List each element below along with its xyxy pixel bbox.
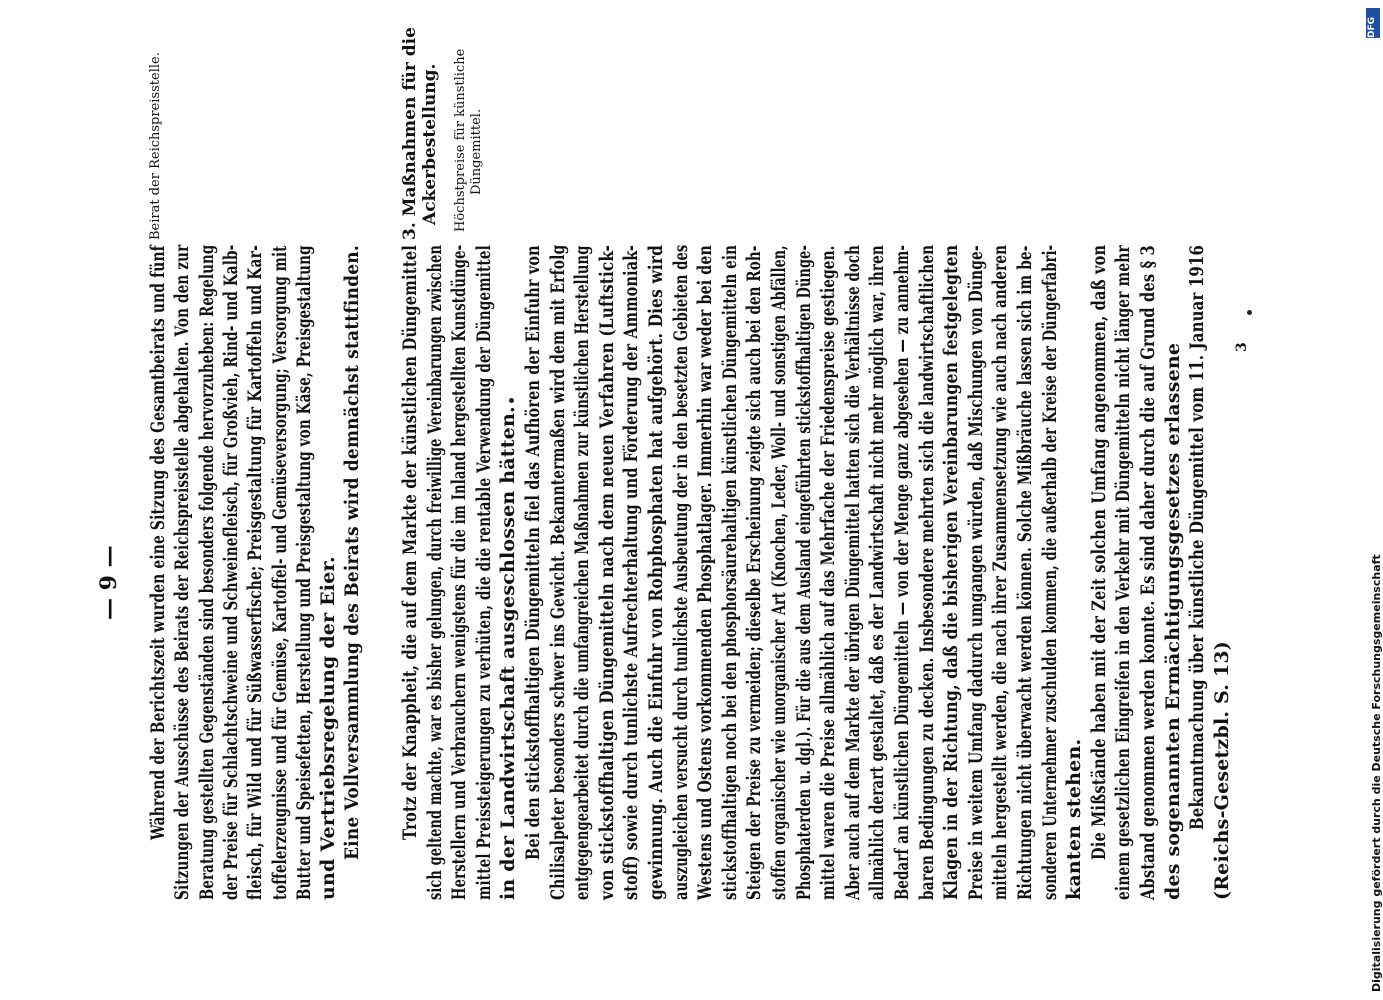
text-line: Beratung gestellten Gegenständen sind besonders folgende hervorzuheben: Regelung xyxy=(195,244,218,900)
ink-dot xyxy=(509,398,514,403)
text-line: allmählich derart gestaltet, daß es der Landwirtschaft nicht mehr möglich war, ihren xyxy=(866,245,889,900)
text-line: Preise in weitem Umfang dadurch umgangen würden, daß Mischungen von Dünge- xyxy=(964,245,987,900)
side-note-line-2: Düngemittel. xyxy=(469,108,484,195)
text-line: Steigen der Preise zu vermeiden; dieselbe Erscheinung zeigte sich auch bei den Roh- xyxy=(743,245,766,900)
text-line: gewinnung. Auch die Einfuhr von Rohphosphaten hat aufgehört. Dies wird xyxy=(645,244,667,900)
side-heading-line-1: 3. Maßnahmen für die xyxy=(400,27,420,240)
signature-mark: 3 xyxy=(1234,342,1250,352)
text-line: stickstoffhaltigen noch bei den phosphorsäurehaltigen künstlichen Düngemitteln ein xyxy=(718,244,741,900)
ink-dot xyxy=(1247,310,1252,315)
text-line: stoffen organischer wie unorganischer Art (Knochen, Leder, Woll- und sonstigen Abfällen, xyxy=(768,245,790,901)
text-line: Chilisalpeter besonders schwer ins Gewicht. Bekanntermaßen wird dem mit Erfolg xyxy=(546,244,569,901)
text-line: sonderen Unternehmer zuschulden kommen, die außerhalb der Kreise der Düngerfabri- xyxy=(1038,244,1061,900)
text-line: Trotz der Knappheit, die auf dem Markte der künstlichen Düngemittel xyxy=(399,244,421,840)
text-line: mittel Preissteigerungen zu verhüten, die die rentable Verwendung der Düngemittel xyxy=(472,245,495,900)
text-line: und Vertriebsregelung der Eier. xyxy=(317,556,340,900)
text-line: mitteln hergestellt werden, die nach ihrer Zusammensetzung wie auch nach anderen xyxy=(989,244,1012,900)
text-line: entgegengearbeitet durch die umfangreichen Maßnahmen zur künstlichen Herstellung xyxy=(571,245,594,900)
text-line: auszugleichen versucht durch tunlichste Ausbeutung der in den besetzten Gebieten des xyxy=(669,244,692,900)
text-line: in der Landwirtschaft ausgeschlossen hätten. xyxy=(497,406,520,900)
side-note-beirat: Beirat der Reichspreisstelle. xyxy=(148,52,163,240)
text-line: Eine Vollversammlung des Beirats wird demnächst stattfinden. xyxy=(341,245,364,861)
text-line: kanten stehen. xyxy=(1063,738,1086,900)
digitization-credit: Digitalisierung gefördert durch die Deutsche Forschungsgemeinschaft xyxy=(1370,554,1383,992)
text-line: Abstand genommen werden konnte. Es sind daher durch die auf Grund des § 3 xyxy=(1137,245,1159,900)
text-line: der Preise für Schlachtschweine und Schweinefleisch, für Großvieh, Rind- und Kalb- xyxy=(219,244,242,901)
text-line: Phosphaterden u. dgl.). Für die aus dem Ausland eingeführten stickstoffhaltigen Dünge- xyxy=(792,244,815,900)
side-heading-line-2: Ackerbestellung. xyxy=(420,63,440,225)
text-line: fleisch, für Wild und für Süßwasserfische; Preisgestaltung für Kartoffeln und Kar- xyxy=(244,245,267,900)
text-line: einem gesetzlichen Eingreifen in den Verkehr mit Düngemitteln nicht länger mehr xyxy=(1112,245,1135,900)
text-line: Klagen in der Richtung, daß die bisherigen Vereinbarungen festgelegten xyxy=(940,244,963,900)
text-line: Bei den stickstoffhaltigen Düngemitteln fiel das Aufhören der Einfuhr von xyxy=(522,245,544,860)
text-line: Butter und Speisefetten, Herstellung und Preisgestaltung von Käse, Preisgestaltung xyxy=(292,245,315,901)
text-line: baren Bedingungen zu decken. Insbesondere mehrten sich die landwirtschaftlichen xyxy=(915,244,938,900)
text-line: Bekanntmachung über künstliche Düngemittel vom 11. Januar 1916 xyxy=(1186,244,1209,830)
text-line: Aber auch auf dem Markte der übrigen Düngemittel hatten sich die Verhältnisse doch xyxy=(841,245,864,901)
page-number: — 9 — xyxy=(96,545,122,620)
text-line: Herstellern und Verbrauchern wenigstens für die im Inland hergestellten Kunstdünge- xyxy=(448,244,471,900)
text-line: Sitzungen der Ausschüsse des Beirats der Reichspreisstelle abgehalten. Von den zur xyxy=(171,244,194,900)
text-line: von stickstoffhaltigen Düngemitteln nach dem neuen Verfahren (Luftstick- xyxy=(595,244,618,900)
side-note-line-1: Höchstpreise für künstliche xyxy=(453,48,468,232)
dfg-logo: DFG xyxy=(1366,8,1380,38)
text-line: Westens und Ostens vorkommenden Phosphatlager. Immerhin war weder bei den xyxy=(694,245,717,900)
text-line: stoff) sowie durch tunlichste Aufrechterhaltung und Förderung der Ammoniak- xyxy=(620,245,643,900)
text-line: (Reichs-Gesetzbl. S. 13) xyxy=(1210,641,1233,900)
text-line: sich geltend machte, war es bisher gelungen, durch freiwillige Vereinbarungen zwischen xyxy=(423,245,446,900)
text-line: Die Mißstände haben mit der Zeit solchen Umfang angenommen, daß von xyxy=(1087,244,1110,860)
text-line: toffelerzeugnisse und für Gemüse, Kartoffel- und Gemüseversorgung; Versorgung mit xyxy=(268,245,291,900)
text-line: mittel waren die Preise allmählich auf das Mehrfache der Friedenspreise gestiegen. xyxy=(817,245,840,901)
text-line: Bedarf an künstlichen Düngemitteln — von der Menge ganz abgesehen — zu annehm- xyxy=(891,244,913,901)
text-line: des sogenannten Ermächtigungsgesetzes erlassene xyxy=(1161,342,1184,900)
text-line: Richtungen nicht überwacht werden können. Solche Mißbräuche lassen sich im be- xyxy=(1014,245,1036,900)
text-line: Während der Berichtszeit wurden eine Sitzung des Gesamtbeirats und fünf xyxy=(147,245,169,841)
